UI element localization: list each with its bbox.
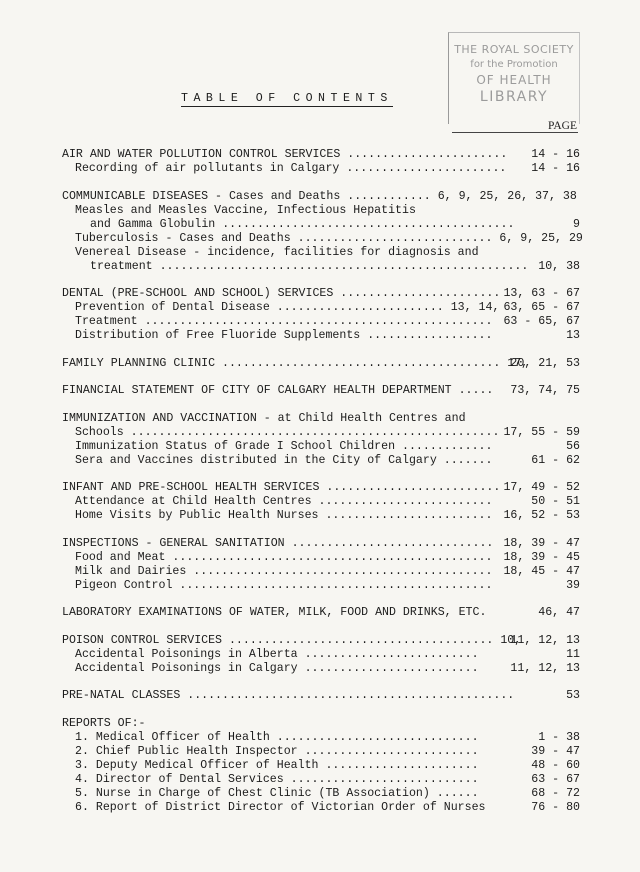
toc-entry-title: Measles and Measles Vaccine, Infectious Hepatitis xyxy=(75,203,416,217)
toc-entry xyxy=(62,412,580,426)
toc-entry xyxy=(62,745,580,759)
toc-entry-pages: 50 - 51 xyxy=(531,495,580,508)
toc-entry-title: Immunization Status of Grade I School Children ............. xyxy=(75,439,493,453)
toc-entry-pages: 46, 47 xyxy=(538,606,580,619)
toc-entry xyxy=(62,162,580,176)
toc-entry-title: Food and Meat .............................................. xyxy=(75,550,493,564)
toc-entry xyxy=(62,731,580,745)
toc-entry-title: Home Visits by Public Health Nurses ........................ xyxy=(75,509,493,522)
toc-entry xyxy=(62,426,580,440)
toc-entry xyxy=(62,801,580,815)
toc-entry-title: Tuberculosis - Cases and Deaths ............................ 6, 9, 25, 29 xyxy=(75,231,583,245)
toc-entry xyxy=(62,204,580,218)
toc-entry-pages: 18, 45 - 47 xyxy=(503,564,580,578)
toc-entry-pages: 9 xyxy=(573,217,580,231)
toc-entry xyxy=(62,454,580,468)
toc-entry xyxy=(62,315,580,329)
toc-entry-pages: 11, 12, 13 xyxy=(510,633,580,647)
toc-entry-title: LABORATORY EXAMINATIONS OF WATER, MILK, FOOD AND DRINKS, ETC. xyxy=(62,606,487,619)
stamp-line: LIBRARY xyxy=(479,89,549,105)
toc-entry xyxy=(62,231,583,246)
toc-entry-title: 2. Chief Public Health Inspector ......................... xyxy=(75,744,479,758)
toc-entry-title: Venereal Disease - incidence, facilities for diagnosis and xyxy=(75,245,479,259)
toc-entry-pages: 68 - 72 xyxy=(531,786,580,800)
toc-entry-title: Pigeon Control ............................................. xyxy=(75,578,493,592)
toc-entry xyxy=(62,218,580,232)
toc-entry xyxy=(62,606,580,620)
toc-entry-pages: 16, 52 - 53 xyxy=(503,509,580,522)
toc-entry xyxy=(62,148,580,162)
toc-entry-pages: 14 - 16 xyxy=(531,162,580,175)
toc-entry-title: 5. Nurse in Charge of Chest Clinic (TB Association) ...... xyxy=(75,786,479,800)
toc-entry xyxy=(62,717,580,731)
toc-entry xyxy=(62,759,580,773)
toc-entry-title: PRE-NATAL CLASSES ............................................... xyxy=(62,689,515,702)
toc-entry-title: INSPECTIONS - GENERAL SANITATION ............................. xyxy=(62,536,494,550)
toc-entry-pages: 17, 55 - 59 xyxy=(503,425,580,439)
toc-entry-pages: 13 xyxy=(566,329,580,342)
toc-entry xyxy=(62,287,580,301)
toc-entry xyxy=(62,565,580,579)
toc-entry-title: FAMILY PLANNING CLINIC ........................................ 17, xyxy=(62,356,529,370)
toc-entry-title: POISON CONTROL SERVICES ...................................... 10, xyxy=(62,633,522,647)
toc-entry-pages: 20, 21, 53 xyxy=(510,356,580,370)
stamp-line: OF HEALTH xyxy=(476,73,552,87)
toc-entry xyxy=(62,357,580,371)
library-stamp xyxy=(448,32,580,124)
toc-entry-pages: 14 - 16 xyxy=(531,148,580,161)
toc-entry xyxy=(62,260,580,274)
toc-entry xyxy=(62,481,580,495)
toc-entry-title: Schools ..................................................... xyxy=(75,425,500,439)
toc-entry-pages: 39 xyxy=(566,578,580,592)
toc-entry-pages: 53 xyxy=(566,689,580,702)
toc-entry-title: IMMUNIZATION AND VACCINATION - at Child Health Centres and xyxy=(62,411,466,425)
toc-entry-pages: 39 - 47 xyxy=(531,744,580,758)
toc-entry-title: and Gamma Globulin .......................................... xyxy=(90,217,515,231)
toc-entry-title: Prevention of Dental Disease ........................ 13, 14, xyxy=(75,301,500,314)
table-of-contents xyxy=(62,148,583,815)
toc-entry-pages: 10, 38 xyxy=(538,259,580,273)
toc-entry-pages: 1 - 38 xyxy=(538,730,580,744)
toc-entry xyxy=(62,301,580,315)
toc-entry-pages: 17, 49 - 52 xyxy=(503,481,580,494)
toc-entry xyxy=(62,787,580,801)
toc-entry-title: 3. Deputy Medical Officer of Health ...................... xyxy=(75,758,479,772)
toc-entry-title: COMMUNICABLE DISEASES - Cases and Deaths ............ 6, 9, 25, 26, 37, 38 xyxy=(62,189,577,203)
toc-entry-pages: 76 - 80 xyxy=(531,800,580,814)
stamp-line: THE ROYAL SOCIETY xyxy=(454,43,574,56)
toc-entry xyxy=(62,537,580,551)
toc-entry-title: treatment ..................................................... xyxy=(90,259,529,273)
toc-entry xyxy=(62,246,580,260)
toc-entry-title: Accidental Poisonings in Alberta ......................... xyxy=(75,647,479,661)
toc-entry-title: DENTAL (PRE-SCHOOL AND SCHOOL) SERVICES ....................... xyxy=(62,287,501,300)
divider xyxy=(452,132,578,133)
page-column-label: PAGE xyxy=(548,120,577,132)
toc-entry-title: Attendance at Child Health Centres ......................... xyxy=(75,495,493,508)
toc-entry-title: REPORTS OF:- xyxy=(62,716,146,730)
toc-entry-pages: 63, 65 - 67 xyxy=(503,301,580,314)
toc-entry xyxy=(62,662,580,676)
toc-entry-pages: 13, 63 - 67 xyxy=(503,287,580,300)
toc-entry-pages: 73, 74, 75 xyxy=(510,384,580,397)
toc-entry xyxy=(62,634,580,648)
toc-entry xyxy=(62,689,580,703)
toc-entry-pages: 48 - 60 xyxy=(531,758,580,772)
toc-entry xyxy=(62,648,580,662)
toc-entry-title: 1. Medical Officer of Health ............................. xyxy=(75,730,479,744)
toc-entry xyxy=(62,190,580,204)
stamp-line: for the Promotion xyxy=(470,59,558,70)
toc-entry-pages: 63 - 65, 67 xyxy=(503,315,580,328)
toc-entry xyxy=(62,329,580,343)
toc-entry-title: Distribution of Free Fluoride Supplements .................. xyxy=(75,329,493,342)
toc-entry-pages: 18, 39 - 47 xyxy=(503,536,580,550)
toc-entry-title: 4. Director of Dental Services ........................... xyxy=(75,772,479,786)
toc-entry-title: AIR AND WATER POLLUTION CONTROL SERVICES ....................... xyxy=(62,148,508,161)
toc-entry-pages: 18, 39 - 45 xyxy=(503,550,580,564)
toc-entry-pages: 63 - 67 xyxy=(531,772,580,786)
toc-entry-pages: 61 - 62 xyxy=(531,453,580,467)
toc-entry-title: Treatment .................................................. xyxy=(75,315,493,328)
toc-entry xyxy=(62,773,580,787)
toc-entry-title: Recording of air pollutants in Calgary ....................... xyxy=(75,162,507,175)
toc-entry-pages: 56 xyxy=(566,439,580,453)
toc-entry xyxy=(62,551,580,565)
toc-entry xyxy=(62,509,580,523)
toc-entry xyxy=(62,440,580,454)
toc-entry-title: Accidental Poisonings in Calgary ......................... xyxy=(75,661,479,675)
toc-entry xyxy=(62,579,580,593)
page-title: TABLE OF CONTENTS xyxy=(181,92,393,105)
toc-entry-pages: 11 xyxy=(566,647,580,661)
toc-entry-title: Milk and Dairies ........................................... xyxy=(75,564,493,578)
toc-entry-pages: 11, 12, 13 xyxy=(510,661,580,675)
toc-entry-title: Sera and Vaccines distributed in the City of Calgary ....... xyxy=(75,453,493,467)
toc-entry xyxy=(62,384,580,398)
toc-entry-title: 6. Report of District Director of Victorian Order of Nurses xyxy=(75,800,486,814)
toc-entry-title: FINANCIAL STATEMENT OF CITY OF CALGARY HEALTH DEPARTMENT ..... xyxy=(62,384,494,397)
toc-entry-title: INFANT AND PRE-SCHOOL HEALTH SERVICES ......................... xyxy=(62,481,501,494)
toc-entry xyxy=(62,495,580,509)
